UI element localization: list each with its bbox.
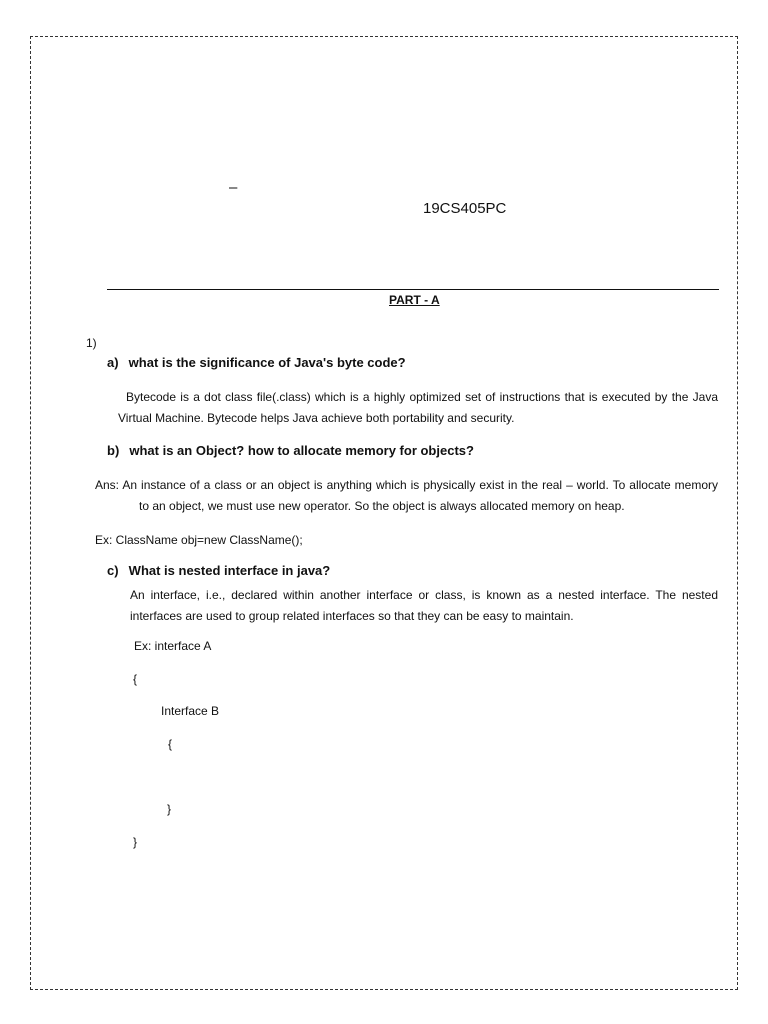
code-line: Interface B: [161, 704, 220, 718]
header-rule: [107, 289, 719, 290]
question-a-answer-line: Virtual Machine. Bytecode helps Java achieve both portability and security.: [118, 411, 515, 425]
question-a-answer-line: Bytecode is a dot class file(.class) which is a highly optimized set of instructions that is executed by the Java: [126, 390, 718, 404]
question-b-answer-line: Ans: An instance of a class or an object is anything which is physically exist in the real – world. To allocate memory: [95, 478, 718, 492]
question-b-example: Ex: ClassName obj=new ClassName();: [95, 533, 303, 547]
question-a-heading: a) what is the significance of Java's byte code?: [107, 355, 406, 370]
dash-mark: –: [229, 179, 238, 196]
code-line: {: [168, 737, 173, 751]
question-b-heading: b) what is an Object? how to allocate memory for objects?: [107, 443, 474, 458]
course-code: 19CS405PC: [423, 200, 507, 217]
question-c-heading: c) What is nested interface in java?: [107, 563, 331, 578]
question-c-answer-line: interfaces are used to group related interfaces so that they can be easy to maintain.: [130, 609, 574, 623]
code-line: }: [133, 835, 138, 849]
section-title: PART - A: [389, 293, 440, 307]
code-line: {: [133, 672, 138, 686]
code-line: Ex: interface A: [134, 639, 212, 653]
question-c-answer-line: An interface, i.e., declared within another interface or class, is known as a nested interface. The nested: [130, 588, 718, 602]
question-b-answer-line: to an object, we must use new operator. So the object is always allocated memory on heap.: [139, 499, 625, 513]
code-line: }: [167, 802, 172, 816]
question-number: 1): [86, 336, 97, 350]
